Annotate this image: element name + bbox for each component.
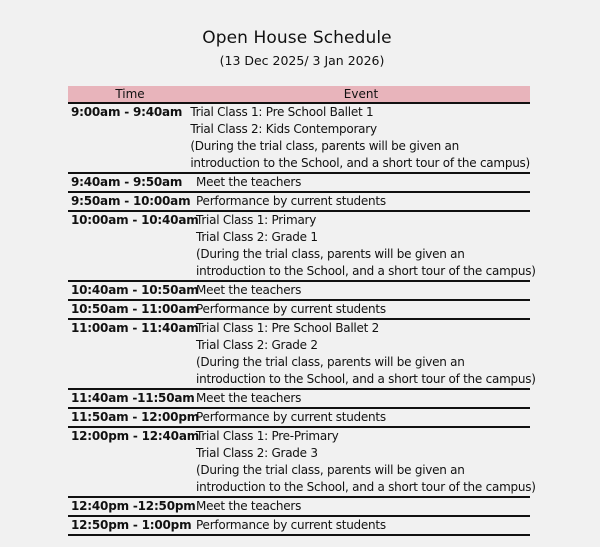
table-row	[68, 320, 536, 390]
time-cell: 10:50am - 11:00am	[71, 302, 199, 316]
event-cell	[196, 498, 530, 515]
page-title	[0, 28, 600, 48]
event-line: Performance by current students	[196, 518, 386, 532]
table-row	[68, 104, 530, 174]
time-cell: 9:00am - 9:40am	[71, 105, 183, 119]
event-line: Trial Class 2: Grade 3	[196, 446, 318, 460]
event-cell	[196, 517, 530, 534]
event-line: Trial Class 2: Kids Contemporary	[190, 122, 377, 136]
table-row	[68, 193, 530, 212]
event-line: Meet the teachers	[196, 283, 302, 297]
event-cell	[196, 409, 530, 426]
event-line: (During the trial class, parents will be given an	[196, 355, 465, 369]
event-cell	[196, 390, 530, 407]
table-row	[68, 498, 530, 517]
event-cell	[196, 212, 536, 280]
event-line: (During the trial class, parents will be given an	[196, 247, 465, 261]
event-line: Trial Class 1: Primary	[196, 213, 317, 227]
event-line: Trial Class 1: Pre-Primary	[196, 429, 339, 443]
event-line: Trial Class 2: Grade 1	[196, 230, 318, 244]
header-time: Time	[115, 87, 145, 101]
event-line: Performance by current students	[196, 302, 386, 316]
time-cell: 9:40am - 9:50am	[71, 175, 183, 189]
page-title-text: Open House Schedule	[202, 28, 392, 48]
schedule-table	[68, 86, 536, 536]
event-line: Performance by current students	[196, 194, 386, 208]
time-cell: 10:40am - 10:50am	[71, 283, 199, 297]
time-cell: 12:50pm - 1:00pm	[71, 518, 192, 532]
time-cell: 11:00am - 11:40am	[71, 321, 199, 335]
time-cell: 10:00am - 10:40am	[71, 213, 199, 227]
table-row	[68, 282, 530, 301]
event-line: Meet the teachers	[196, 391, 302, 405]
time-cell: 11:50am - 12:00pm	[71, 410, 200, 424]
time-cell: 12:40pm -12:50pm	[71, 499, 196, 513]
time-cell: 11:40am -11:50am	[71, 391, 195, 405]
event-line: introduction to the School, and a short tour of the campus)	[190, 156, 530, 170]
event-line: introduction to the School, and a short tour of the campus)	[196, 480, 536, 494]
table-row	[68, 517, 530, 536]
table-row	[68, 390, 530, 409]
time-cell: 9:50am - 10:00am	[71, 194, 191, 208]
time-cell: 12:00pm - 12:40am	[71, 429, 200, 443]
event-line: Performance by current students	[196, 410, 386, 424]
event-line: Trial Class 1: Pre School Ballet 2	[196, 321, 380, 335]
event-cell	[196, 428, 536, 496]
event-cell	[196, 282, 530, 299]
table-row	[68, 174, 530, 193]
table-row	[68, 301, 530, 320]
event-cell	[196, 320, 536, 388]
event-line: (During the trial class, parents will be given an	[196, 463, 465, 477]
event-line: introduction to the School, and a short tour of the campus)	[196, 264, 536, 278]
event-cell	[190, 104, 530, 172]
header-event: Event	[343, 87, 379, 101]
event-line: Meet the teachers	[196, 499, 302, 513]
event-cell	[196, 174, 530, 191]
table-row	[68, 428, 536, 498]
event-line: Trial Class 2: Grade 2	[196, 338, 318, 352]
event-line: (During the trial class, parents will be given an	[190, 139, 459, 153]
date-subtitle-text: (13 Dec 2025/ 3 Jan 2026)	[219, 53, 385, 68]
table-body	[68, 104, 536, 536]
event-cell	[196, 193, 530, 210]
event-line: Meet the teachers	[196, 175, 302, 189]
table-row	[68, 212, 536, 282]
date-subtitle	[0, 53, 600, 68]
table-header	[68, 86, 530, 104]
event-cell	[196, 301, 530, 318]
event-line: Trial Class 1: Pre School Ballet 1	[190, 105, 374, 119]
table-row	[68, 409, 530, 428]
event-line: introduction to the School, and a short tour of the campus)	[196, 372, 536, 386]
